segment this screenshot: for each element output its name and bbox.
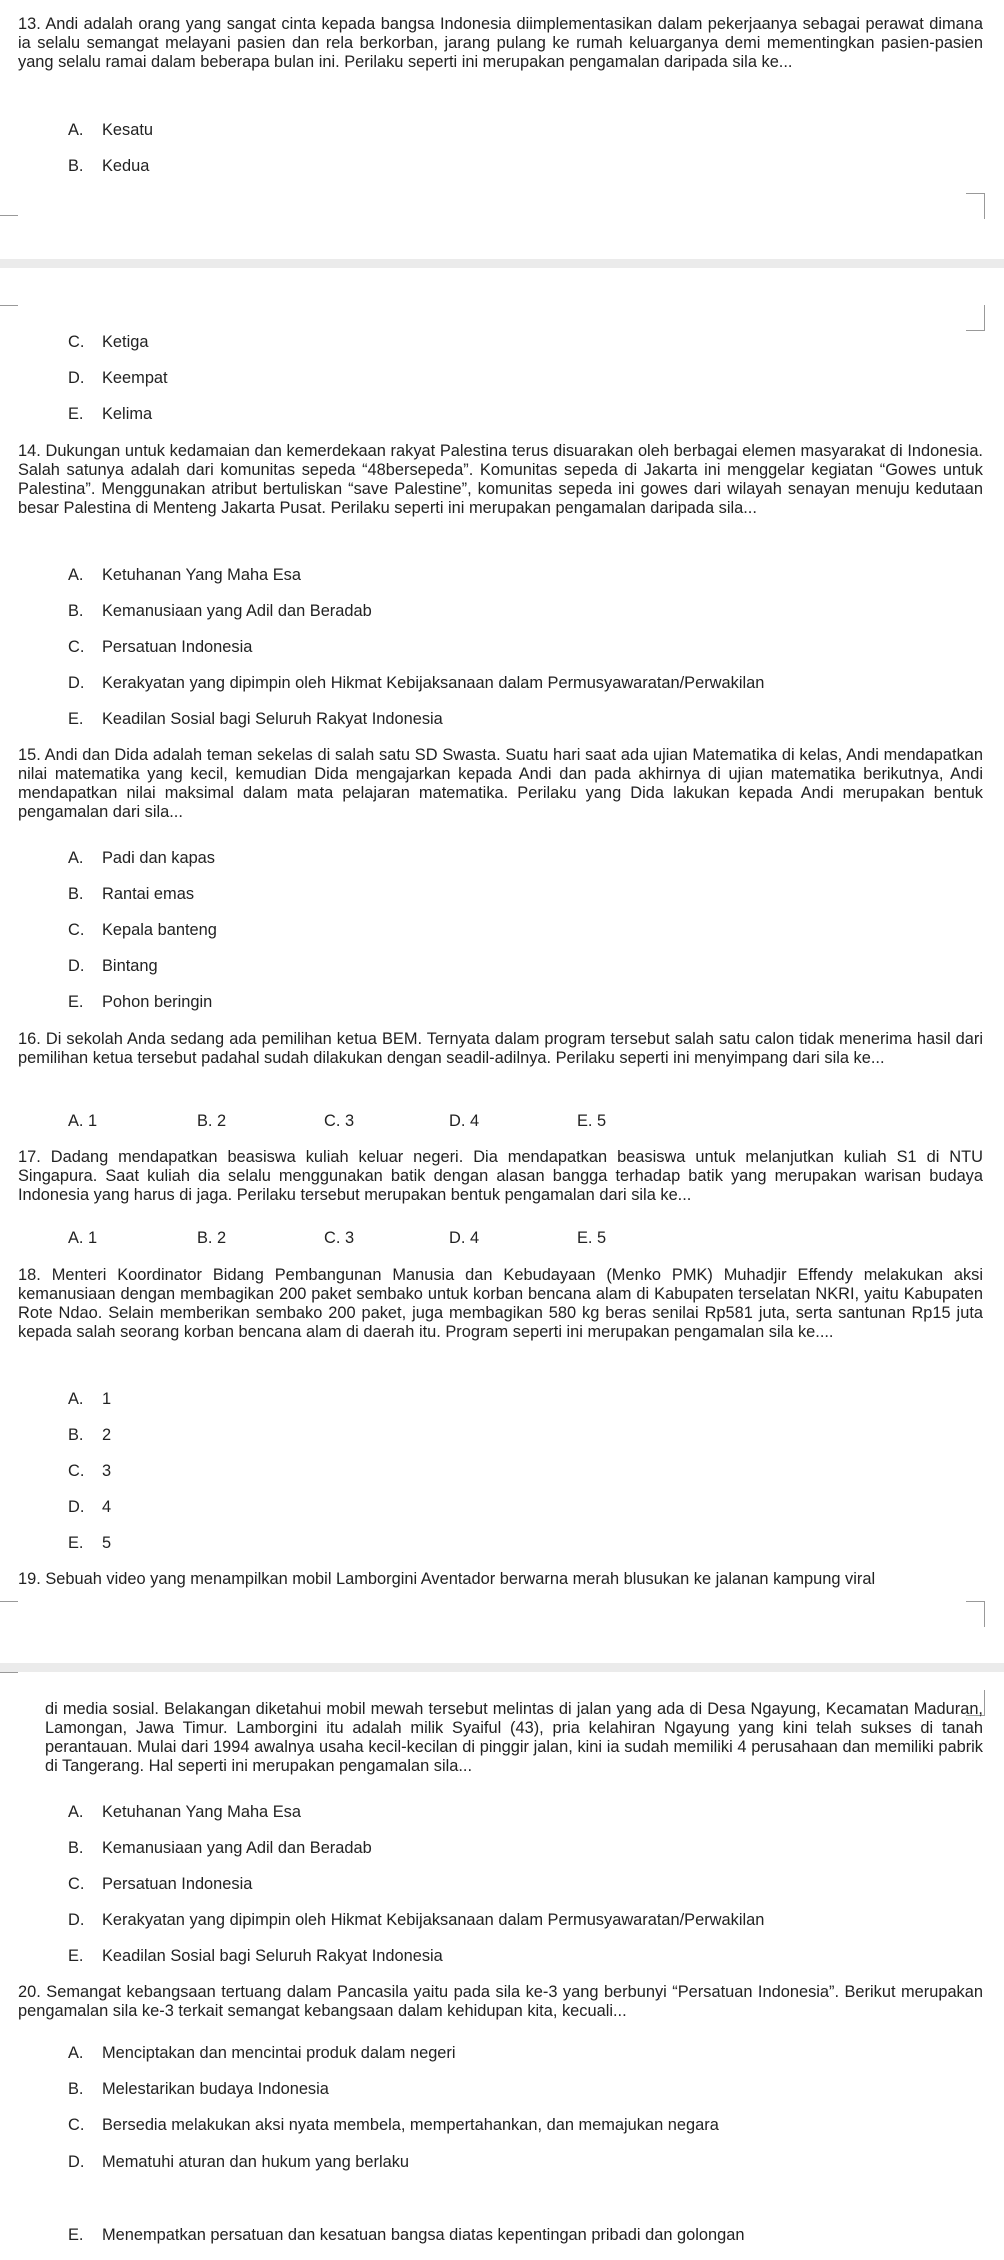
option-letter: B. bbox=[68, 1426, 84, 1444]
option-letter: E. bbox=[68, 1947, 84, 1965]
option-letter: C. bbox=[68, 921, 85, 939]
question-text: Sebuah video yang menampilkan mobil Lamborgini Aventador berwarna merah blusukan ke jalanan kampung viral bbox=[45, 1570, 876, 1588]
option-letter: C. bbox=[68, 2116, 85, 2134]
page-corner-mark bbox=[966, 193, 985, 219]
option-text: Ketuhanan Yang Maha Esa bbox=[102, 1803, 301, 1821]
option-letter: D. bbox=[68, 1911, 85, 1929]
option-a[interactable] bbox=[68, 121, 153, 140]
option-text: Melestarikan budaya Indonesia bbox=[102, 2080, 329, 2098]
option-text: Padi dan kapas bbox=[102, 849, 215, 867]
option-letter: C. bbox=[68, 333, 85, 351]
option-letter: A. bbox=[68, 849, 84, 867]
option-e[interactable] bbox=[68, 710, 443, 729]
question-number: 19. bbox=[18, 1570, 41, 1588]
option-letter: D. bbox=[68, 369, 85, 387]
option-text: 1 bbox=[102, 1390, 112, 1408]
option-letter: B. bbox=[68, 1839, 84, 1857]
question-text: Menteri Koordinator Bidang Pembangunan Manusia dan Kebudayaan (Menko PMK) Muhadjir Effendy melakukan aksi kemanusiaan dengan membagikan 200 paket sembako untuk korban bencana alam di Kabupaten terselatan NKRI, yaitu Kabupaten Rote Ndao. Selain memberikan sembako 200 paket, juga membagikan 580 kg beras senilai Rp581 juta, serta santunan Rp15 juta kepada salah seorang korban bencana alam di daerah itu. Program seperti ini merupakan pengamalan sila ke.... bbox=[18, 1266, 983, 1341]
option-text: Rantai emas bbox=[102, 885, 195, 903]
option-text: Ketiga bbox=[102, 333, 149, 351]
option-text: 5 bbox=[102, 1534, 112, 1552]
option-d[interactable] bbox=[68, 369, 168, 388]
option-e[interactable] bbox=[68, 1947, 443, 1966]
option-a[interactable] bbox=[68, 1390, 111, 1409]
option-text: Ketuhanan Yang Maha Esa bbox=[102, 566, 301, 584]
option-letter: A. bbox=[68, 1803, 84, 1821]
option-letter: D. bbox=[68, 674, 85, 692]
option-e[interactable]: E. 5 bbox=[577, 1229, 607, 1247]
question-number: 13. bbox=[18, 15, 41, 33]
option-text: Kemanusiaan yang Adil dan Beradab bbox=[102, 1839, 372, 1857]
option-letter: C. bbox=[68, 1875, 85, 1893]
option-text: 4 bbox=[102, 1498, 112, 1516]
option-c[interactable]: C. 3 bbox=[324, 1229, 355, 1247]
option-c[interactable] bbox=[68, 333, 148, 352]
option-letter: C. bbox=[68, 638, 85, 656]
question-number: 17. bbox=[18, 1148, 41, 1166]
option-text: Keadilan Sosial bagi Seluruh Rakyat Indonesia bbox=[102, 1947, 443, 1965]
option-b[interactable] bbox=[68, 602, 372, 621]
option-text: Kelima bbox=[102, 405, 153, 423]
option-text: Mematuhi aturan dan hukum yang berlaku bbox=[102, 2153, 410, 2171]
option-e[interactable]: E. 5 bbox=[577, 1112, 607, 1130]
option-e[interactable] bbox=[68, 1534, 111, 1553]
option-text: Keempat bbox=[102, 369, 168, 387]
option-a[interactable] bbox=[68, 2044, 456, 2063]
option-b[interactable]: B. 2 bbox=[197, 1229, 227, 1247]
option-letter: A. bbox=[68, 2044, 84, 2062]
option-d[interactable] bbox=[68, 2153, 409, 2172]
page-divider bbox=[0, 1663, 1004, 1672]
option-b[interactable] bbox=[68, 1839, 372, 1858]
option-letter: B. bbox=[68, 602, 84, 620]
option-text: Menciptakan dan mencintai produk dalam negeri bbox=[102, 2044, 456, 2062]
option-letter: E. bbox=[68, 2226, 84, 2244]
option-c[interactable] bbox=[68, 2116, 719, 2135]
option-letter: A. bbox=[68, 566, 84, 584]
question-text: Andi dan Dida adalah teman sekelas di salah satu SD Swasta. Suatu hari saat ada ujian Matematika di kelas, Andi mendapatkan nilai matematika yang kecil, kemudian Dida mengajarkan kepada Andi dan pada akhirnya di ujian matematika berikutnya, Andi mendapatkan nilai maksimal dalam mata pelajaran matematika. Perilaku yang Dida lakukan kepada Andi merupakan bentuk pengamalan dari sila... bbox=[18, 746, 983, 821]
option-e[interactable] bbox=[68, 993, 212, 1012]
option-text: Menempatkan persatuan dan kesatuan bangsa diatas kepentingan pribadi dan golongan bbox=[102, 2226, 745, 2244]
option-c[interactable] bbox=[68, 921, 217, 940]
option-letter: E. bbox=[68, 993, 84, 1011]
option-e[interactable] bbox=[68, 2226, 744, 2245]
option-letter: C. bbox=[68, 1462, 85, 1480]
question-16 bbox=[18, 1030, 983, 1068]
option-text: Persatuan Indonesia bbox=[102, 638, 253, 656]
question-15 bbox=[18, 746, 983, 822]
option-d[interactable]: D. 4 bbox=[449, 1229, 480, 1247]
option-a[interactable]: A. 1 bbox=[68, 1229, 98, 1247]
question-19 bbox=[18, 1570, 983, 1589]
question-text: Semangat kebangsaan tertuang dalam Pancasila yaitu pada sila ke-3 yang berbunyi “Persatuan Indonesia”. Berikut merupakan pengamalan sila ke-3 terkait semangat kebangsaan dalam kehidupan kita, kecuali... bbox=[18, 1983, 983, 2020]
question-number: 15. bbox=[18, 746, 41, 764]
option-e[interactable] bbox=[68, 405, 152, 424]
question-text: Dukungan untuk kedamaian dan kemerdekaan rakyat Palestina terus disuarakan oleh berbagai elemen masyarakat di Indonesia. Salah satunya adalah dari komunitas sepeda “48bersepeda”. Komunitas sepeda di Jakarta ini menggelar kegiatan “Gowes untuk Palestina”. Menggunakan atribut bertuliskan “save Palestine”, komunitas sepeda ini gowes dari wilayah senayan menuju kedutaan besar Palestina di Menteng Jakarta Pusat. Perilaku seperti ini merupakan pengamalan daripada sila... bbox=[18, 442, 983, 517]
option-text: Kesatu bbox=[102, 121, 154, 139]
option-text: Keadilan Sosial bagi Seluruh Rakyat Indonesia bbox=[102, 710, 443, 728]
question-19-continued: di media sosial. Belakangan diketahui mobil mewah tersebut melintas di jalan yang ada di Desa Ngayung, Kecamatan Maduran, Lamongan, Jawa Timur. Lamborgini itu adalah milik Syaiful (43), pria kelahiran Ngayung yang kini telah sukses di tanah perantauan. Mulai dari 1994 awalnya usaha kecil-kecilan di pinggir jalan, kini ia sudah memiliki 4 perusahaan dan memiliki pabrik di Tangerang. Hal seperti ini merupakan pengamalan sila... bbox=[45, 1700, 983, 1775]
page-corner-mark bbox=[966, 305, 985, 331]
option-letter: B. bbox=[68, 157, 84, 175]
option-letter: E. bbox=[68, 1534, 84, 1552]
question-number: 16. bbox=[18, 1030, 41, 1048]
option-letter: A. bbox=[68, 1390, 84, 1408]
option-text: Kerakyatan yang dipimpin oleh Hikmat Kebijaksanaan dalam Permusyawaratan/Perwakilan bbox=[102, 674, 765, 692]
option-b[interactable] bbox=[68, 885, 194, 904]
option-b[interactable] bbox=[68, 1426, 111, 1445]
option-c[interactable] bbox=[68, 638, 252, 657]
page-corner-mark bbox=[0, 1672, 18, 1698]
option-d[interactable] bbox=[68, 957, 158, 976]
option-letter: D. bbox=[68, 2153, 85, 2171]
option-text: 3 bbox=[102, 1462, 112, 1480]
page-corner-mark bbox=[966, 1601, 985, 1627]
option-c[interactable]: C. 3 bbox=[324, 1112, 355, 1130]
option-letter: E. bbox=[68, 710, 84, 728]
option-a[interactable] bbox=[68, 1803, 301, 1822]
question-text: Di sekolah Anda sedang ada pemilihan ketua BEM. Ternyata dalam program tersebut salah satu calon tidak menerima hasil dari pemilihan ketua tersebut padahal sudah dilakukan dengan seadil-adilnya. Perilaku seperti ini menyimpang dari sila ke... bbox=[18, 1030, 983, 1067]
page-corner-mark bbox=[0, 305, 18, 331]
question-13 bbox=[18, 15, 983, 72]
option-text: Bintang bbox=[102, 957, 158, 975]
question-18 bbox=[18, 1266, 983, 1342]
option-c[interactable] bbox=[68, 1875, 252, 1894]
option-text: Kemanusiaan yang Adil dan Beradab bbox=[102, 602, 372, 620]
option-letter: D. bbox=[68, 957, 85, 975]
option-c[interactable] bbox=[68, 1462, 111, 1481]
question-14 bbox=[18, 442, 983, 518]
option-d[interactable] bbox=[68, 1911, 764, 1930]
option-text: Bersedia melakukan aksi nyata membela, mempertahankan, dan memajukan negara bbox=[102, 2116, 719, 2134]
option-text: Pohon beringin bbox=[102, 993, 213, 1011]
option-a[interactable] bbox=[68, 566, 301, 585]
option-a[interactable] bbox=[68, 849, 215, 868]
question-20 bbox=[18, 1983, 983, 2021]
option-letter: B. bbox=[68, 885, 84, 903]
option-b[interactable]: B. 2 bbox=[197, 1112, 227, 1130]
question-17 bbox=[18, 1148, 983, 1205]
option-letter: E. bbox=[68, 405, 84, 423]
page-corner-mark bbox=[0, 1576, 18, 1602]
option-text: Kerakyatan yang dipimpin oleh Hikmat Kebijaksanaan dalam Permusyawaratan/Perwakilan bbox=[102, 1911, 765, 1929]
question-number: 14. bbox=[18, 442, 41, 460]
option-b[interactable] bbox=[68, 2080, 329, 2099]
option-text: 2 bbox=[102, 1426, 112, 1444]
option-text: Kepala banteng bbox=[102, 921, 217, 939]
option-d[interactable]: D. 4 bbox=[449, 1112, 480, 1130]
option-letter: A. bbox=[68, 121, 84, 139]
option-a[interactable]: A. 1 bbox=[68, 1112, 98, 1130]
option-letter: B. bbox=[68, 2080, 84, 2098]
option-letter: D. bbox=[68, 1498, 85, 1516]
question-number: 20. bbox=[18, 1983, 41, 2001]
question-number: 18. bbox=[18, 1266, 41, 1284]
option-d[interactable] bbox=[68, 1498, 111, 1517]
option-text: Kedua bbox=[102, 157, 150, 175]
question-text: Dadang mendapatkan beasiswa kuliah keluar negeri. Dia mendapatkan beasiswa untuk melanjutkan kuliah S1 di NTU Singapura. Saat kuliah dia selalu menggunakan batik dengan alasan bangga terhadap batik yang merupakan warisan budaya Indonesia yang harus di jaga. Perilaku tersebut merupakan bentuk pengamalan dari sila ke... bbox=[18, 1148, 983, 1204]
page-divider bbox=[0, 259, 1004, 268]
option-d[interactable] bbox=[68, 674, 764, 693]
option-b[interactable] bbox=[68, 157, 149, 176]
page-corner-mark bbox=[0, 190, 18, 216]
question-text: Andi adalah orang yang sangat cinta kepada bangsa Indonesia diimplementasikan dalam pekerjaanya sebagai perawat dimana ia selalu semangat melayani pasien dan rela berkorban, jarang pulang ke rumah keluarganya demi mementingkan pasien-pasien yang selalu ramai dalam beberapa bulan ini. Perilaku seperti ini merupakan pengamalan daripada sila ke... bbox=[18, 15, 983, 71]
option-text: Persatuan Indonesia bbox=[102, 1875, 253, 1893]
